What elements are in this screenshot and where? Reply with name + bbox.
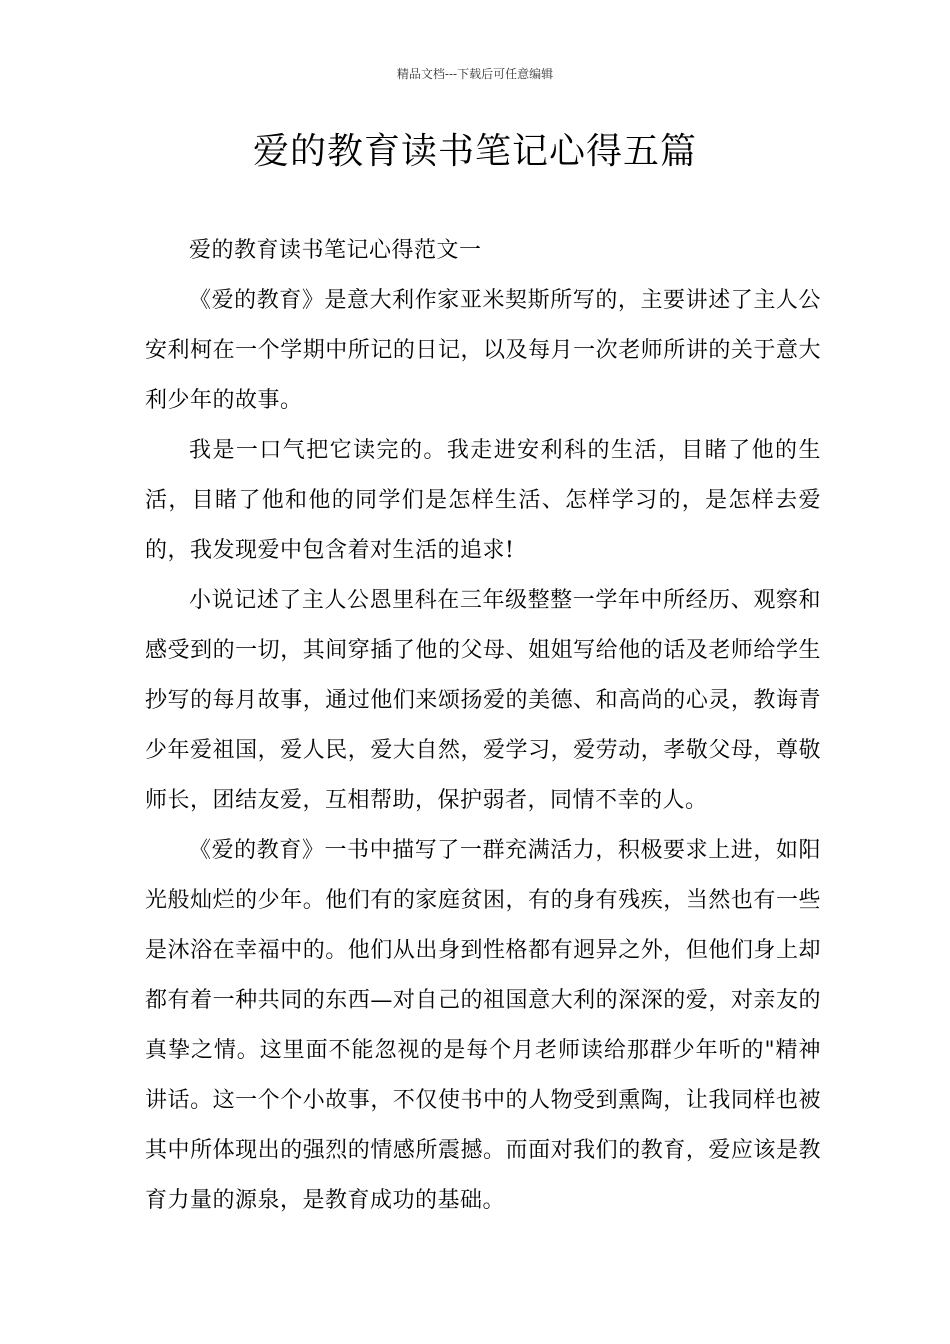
- section-heading: 爱的教育读书笔记心得范文一: [189, 238, 482, 263]
- document-body: [145, 226, 821, 1226]
- paragraph: 我是一口气把它读完的。我走进安利科的生活，目睹了他的生活，目睹了他和他的同学们是怎样生活、怎样学习的，是怎样去爱的，我发现爱中包含着对生活的追求!: [145, 438, 821, 563]
- page-title: 爱的教育读书笔记心得五篇: [252, 131, 697, 172]
- header-note: 精品文档---下载后可任意编辑: [396, 67, 554, 81]
- paragraph: 小说记述了主人公恩里科在三年级整整一学年中所经历、观察和感受到的一切，其间穿插了他的父母、姐姐写给他的话及老师给学生抄写的每月故事，通过他们来颂扬爱的美德、和高尚的心灵，教诲青少年爱祖国，爱人民，爱大自然，爱学习，爱劳动，孝敬父母，尊敬师长，团结友爱，互相帮助，保护弱者，同情不幸的人。: [145, 588, 821, 813]
- paragraph: 《爱的教育》是意大利作家亚米契斯所写的，主要讲述了主人公安利柯在一个学期中所记的日记，以及每月一次老师所讲的关于意大利少年的故事。: [145, 288, 821, 413]
- paragraph: 《爱的教育》一书中描写了一群充满活力，积极要求上进，如阳光般灿烂的少年。他们有的家庭贫困，有的身有残疾，当然也有一些是沐浴在幸福中的。他们从出身到性格都有迥异之外，但他们身上却都有着一种共同的东西—对自己的祖国意大利的深深的爱，对亲友的真挚之情。这里面不能忽视的是每个月老师读给那群少年听的"精神讲话。这一个个小故事，不仅使书中的人物受到熏陶，让我同样也被其中所体现出的强烈的情感所震撼。而面对我们的教育，爱应该是教育力量的源泉，是教育成功的基础。: [145, 838, 821, 1213]
